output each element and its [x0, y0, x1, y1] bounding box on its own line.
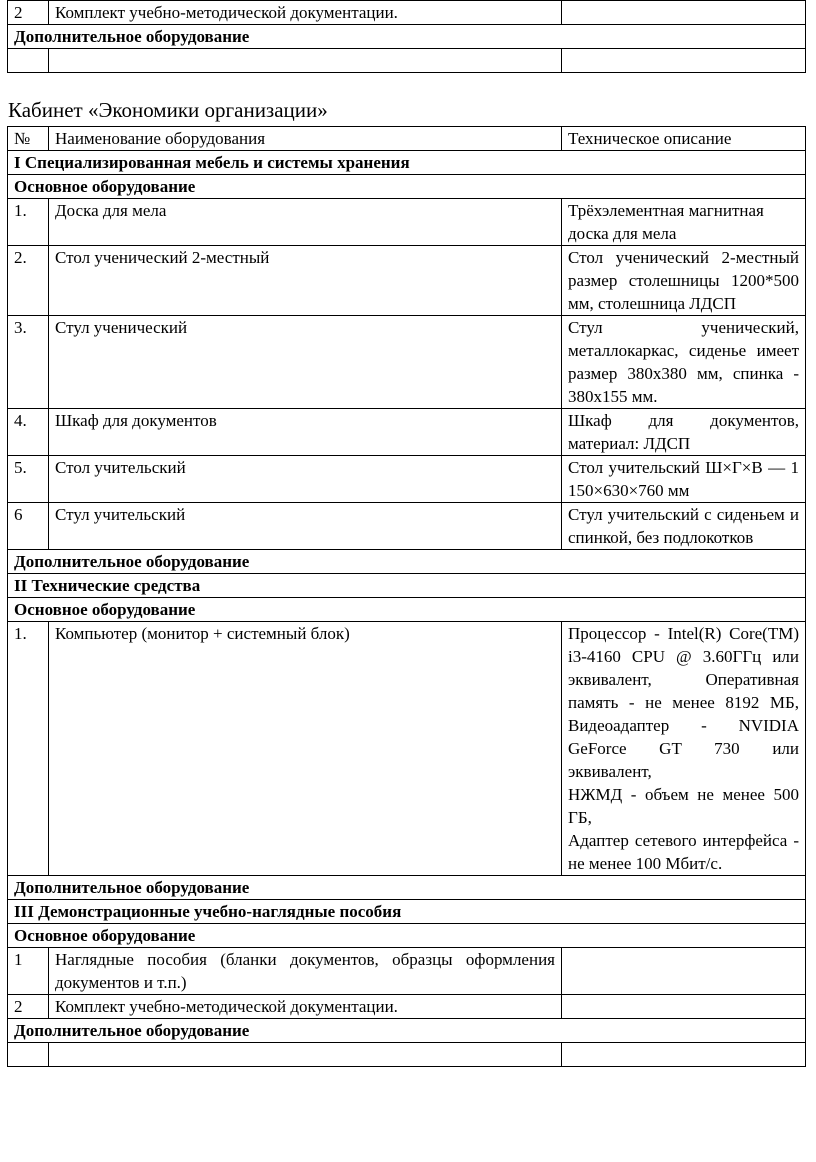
description-part: НЖМД - объем не менее 500 ГБ,	[568, 785, 799, 827]
equipment-name: Компьютер (монитор + системный блок)	[49, 622, 562, 876]
additional-equipment-label: Дополнительное оборудование	[8, 876, 806, 900]
section-row	[8, 924, 806, 948]
table-row	[8, 622, 806, 876]
column-header-name: Наименование оборудования	[49, 127, 562, 151]
empty-cell	[8, 1043, 49, 1067]
equipment-name: Комплект учебно-методической документации.	[49, 1, 562, 25]
column-header-description: Техническое описание	[562, 127, 806, 151]
additional-equipment-label: Дополнительное оборудование	[8, 25, 806, 49]
section-row	[8, 151, 806, 175]
equipment-name: Наглядные пособия (бланки документов, образцы оформления документов и т.п.)	[49, 948, 562, 995]
equipment-table	[7, 126, 806, 1067]
row-number: 2	[8, 995, 49, 1019]
table-row	[8, 456, 806, 503]
section-row	[8, 876, 806, 900]
row-number: 1.	[8, 622, 49, 876]
equipment-name: Стол ученический 2-местный	[49, 246, 562, 316]
empty-cell	[562, 1043, 806, 1067]
empty-cell	[49, 49, 562, 73]
equipment-name: Доска для мела	[49, 199, 562, 246]
equipment-name: Комплект учебно-методической документации.	[49, 995, 562, 1019]
empty-cell	[49, 1043, 562, 1067]
section-row	[8, 550, 806, 574]
main-equipment-label: Основное оборудование	[8, 175, 806, 199]
row-number: 6	[8, 503, 49, 550]
table-row	[8, 316, 806, 409]
column-header-number: №	[8, 127, 49, 151]
section-row	[8, 900, 806, 924]
section-title: I Специализированная мебель и системы хранения	[8, 151, 806, 175]
additional-equipment-label: Дополнительное оборудование	[8, 1019, 806, 1043]
row-number: 5.	[8, 456, 49, 503]
main-equipment-label: Основное оборудование	[8, 598, 806, 622]
equipment-description: Стул учительский с сиденьем и спинкой, без подлокотков	[562, 503, 806, 550]
table-header-row	[8, 127, 806, 151]
equipment-description: Шкаф для документов, материал: ЛДСП	[562, 409, 806, 456]
row-number: 3.	[8, 316, 49, 409]
equipment-description	[562, 948, 806, 995]
description-part: Адаптер сетевого интерфейса - не менее 100 Мбит/с.	[568, 831, 799, 873]
section-title: II Технические средства	[8, 574, 806, 598]
previous-equipment-table	[7, 0, 806, 73]
section-row	[8, 598, 806, 622]
table-row	[8, 199, 806, 246]
table-row	[8, 995, 806, 1019]
row-number: 4.	[8, 409, 49, 456]
description-part: Процессор - Intel(R) Core(TM) i3-4160 CPU @ 3.60ГГц или эквивалент, Оперативная память - не менее 8192 МБ, Видеоадаптер - NVIDIA GeForce GT 730 или эквивалент,	[568, 624, 799, 781]
main-equipment-label: Основное оборудование	[8, 924, 806, 948]
page-heading: Кабинет «Экономики организации»	[8, 98, 328, 122]
empty-cell	[562, 49, 806, 73]
table-row	[8, 409, 806, 456]
equipment-description: Стул ученический, металлокаркас, сиденье имеет размер 380х380 мм, спинка - 380х155 мм.	[562, 316, 806, 409]
equipment-name: Стул учительский	[49, 503, 562, 550]
row-number: 1.	[8, 199, 49, 246]
table-row	[8, 503, 806, 550]
additional-equipment-label: Дополнительное оборудование	[8, 550, 806, 574]
row-number: 2.	[8, 246, 49, 316]
section-row	[8, 25, 806, 49]
equipment-name: Стул ученический	[49, 316, 562, 409]
section-title: III Демонстрационные учебно-наглядные пособия	[8, 900, 806, 924]
empty-row	[8, 49, 806, 73]
empty-cell	[8, 49, 49, 73]
equipment-description	[562, 622, 806, 876]
table-row	[8, 948, 806, 995]
equipment-name: Шкаф для документов	[49, 409, 562, 456]
equipment-description	[562, 1, 806, 25]
row-number: 1	[8, 948, 49, 995]
equipment-name: Стол учительский	[49, 456, 562, 503]
equipment-description: Трёхэлементная магнитная доска для мела	[562, 199, 806, 246]
section-row	[8, 175, 806, 199]
table-row	[8, 1, 806, 25]
section-row	[8, 574, 806, 598]
equipment-description	[562, 995, 806, 1019]
equipment-description: Стол учительский Ш×Г×В — 1 150×630×760 мм	[562, 456, 806, 503]
table-row	[8, 246, 806, 316]
empty-row	[8, 1043, 806, 1067]
equipment-description: Стол ученический 2-местный размер столешницы 1200*500 мм, столешница ЛДСП	[562, 246, 806, 316]
section-row	[8, 1019, 806, 1043]
row-number: 2	[8, 1, 49, 25]
